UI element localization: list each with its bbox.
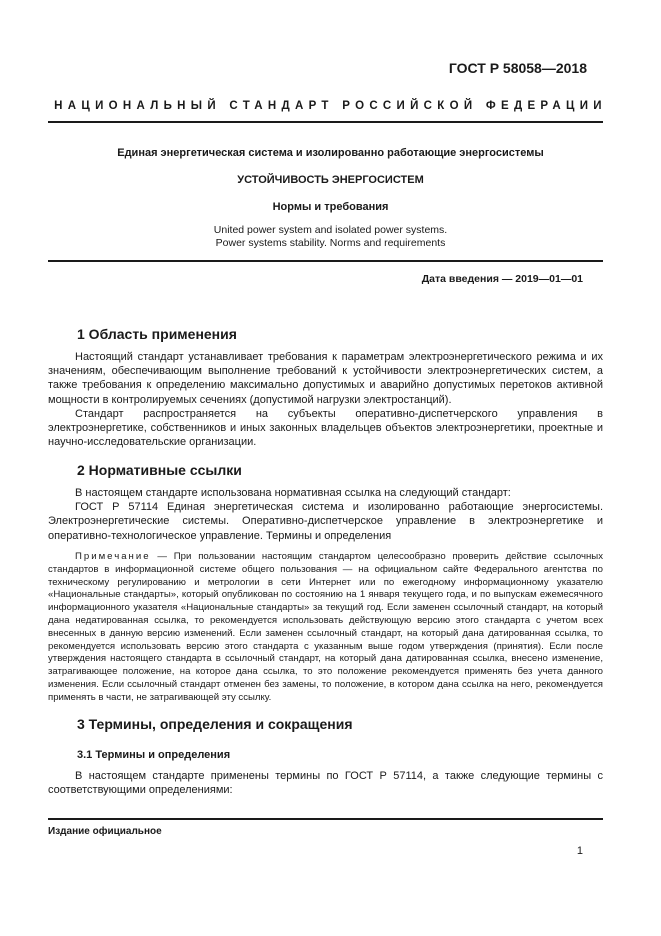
- header-rule: [48, 121, 603, 123]
- section-2-body: [48, 486, 603, 543]
- official-edition-label: Издание официальное: [48, 826, 162, 837]
- section-2-heading: 2 Нормативные ссылки: [77, 462, 242, 478]
- english-title-line-2: Power systems stability. Norms and requirements: [215, 237, 446, 249]
- section-1-paragraph-2: Стандарт распространяется на субъекты оперативно-диспетчерского управления в электроэнергетике, собственников и иных законных владельцев объектов электроэнергетики, проектные и научно-исследовательские организации.: [48, 407, 603, 449]
- introduction-date: Дата введения — 2019—01—01: [421, 273, 583, 285]
- section-2-reference: ГОСТ Р 57114 Единая энергетическая система и изолированно работающие энергосистемы. Электроэнергетические системы. Оперативно-диспетчерское управление в электроэнергетике и оперативно-технологическое управление. Термины и определения: [48, 501, 603, 542]
- note-text: — При пользовании настоящим стандартом целесообразно проверить действие ссылочных стандартов в информационной системе общего пользования — на официальном сайте Федерального агентства по техническому регулированию и метрологии в сети Интернет или по ежегодному информационному указателю «Национальные стандарты», который опубликован по состоянию на 1 января текущего года, и по выпускам ежемесячного информационного указателя «Национальные стандарты» за текущий год. Если заменен ссылочный стандарт, на который дана недатированная ссылка, то рекомендуется использовать действующую версию этого стандарта с учетом всех внесенных в данную версию изменений. Если заменен ссылочный стандарт, на который дана датированная ссылка, то рекомендуется использовать версию этого стандарта с указанным выше годом утверждения (принятия). Если после утверждения настоящего стандарта в ссылочный стандарт, на который дана датированная ссылка, внесено изменение, затрагивающее положение, на которое дана ссылка, то это положение рекомендуется применять без учета данного изменения. Если ссылочный стандарт отменен без замены, то положение, в котором дана ссылка на него, рекомендуется применять в части, не затрагивающей эту ссылку.: [48, 551, 603, 703]
- title-line-1: Единая энергетическая система и изолированно работающие энергосистемы: [117, 147, 544, 159]
- title-line-3: Нормы и требования: [272, 201, 389, 213]
- section-3-body: [48, 769, 603, 797]
- section-3-paragraph-1: В настоящем стандарте применены термины по ГОСТ Р 57114, а также следующие термины с соответствующими определениями:: [48, 770, 603, 797]
- title-line-2: УСТОЙЧИВОСТЬ ЭНЕРГОСИСТЕМ: [237, 174, 424, 186]
- section-1-paragraph-1: Настоящий стандарт устанавливает требования к параметрам электроэнергетического режима и их значениям, обеспечивающим выполнение требований к устойчивости электроэнергетических систем, а также требования к определению максимально допустимых и аварийно допустимых перетоков активной мощности в контролируемых сечениях (допустимой нагрузки электростанций).: [48, 351, 603, 406]
- section-3-1-heading: 3.1 Термины и определения: [77, 749, 231, 761]
- footer-rule: [48, 818, 603, 820]
- section-1-heading: 1 Область применения: [77, 326, 237, 342]
- section-2-paragraph-1: В настоящем стандарте использована нормативная ссылка на следующий стандарт:: [75, 487, 511, 499]
- title-rule: [48, 260, 603, 262]
- section-1-body: [48, 350, 603, 449]
- section-2-note: [48, 551, 603, 705]
- note-lead: Примечание: [75, 551, 151, 562]
- page-number: 1: [576, 845, 583, 857]
- english-title-line-1: United power system and isolated power systems.: [213, 224, 448, 236]
- national-standard-banner: НАЦИОНАЛЬНЫЙ СТАНДАРТ РОССИЙСКОЙ ФЕДЕРАЦИИ: [54, 100, 607, 112]
- document-id: ГОСТ Р 58058—2018: [448, 60, 587, 76]
- section-3-heading: 3 Термины, определения и сокращения: [77, 716, 353, 732]
